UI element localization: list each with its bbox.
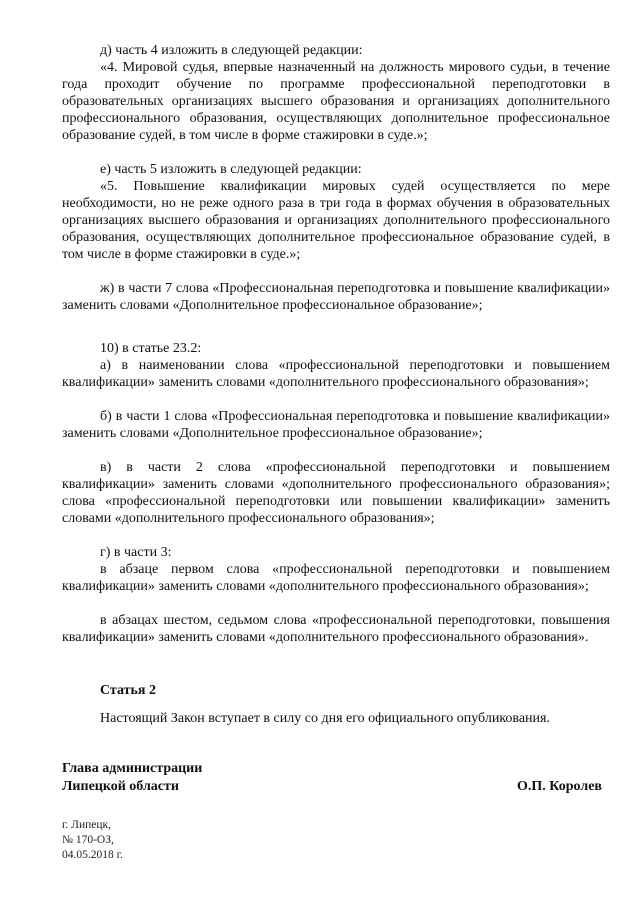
paragraph-d: д) часть 4 изложить в следующей редакции:	[100, 43, 363, 58]
footer-number: № 170-ОЗ,	[62, 834, 114, 846]
article-text: Настоящий Закон вступает в силу со дня его официального опубликования.	[100, 711, 550, 726]
paragraph-e: е) часть 5 изложить в следующей редакции:	[100, 162, 362, 177]
paragraph-quote-5: «5. Повышение квалификации мировых судей осуществляется по мере необходимости, но не реже одного раза в три года в формах обучения в образовательных организациях высшего образования и организациях дополнительного профессионального образования, осуществляющих дополнительное профессиональное образование судей, в том числе в форме стажировки в суде.»;	[62, 179, 610, 262]
signature-name: О.П. Королев	[517, 779, 602, 794]
footer-date: 04.05.2018 г.	[62, 849, 123, 861]
paragraph-10: 10) в статье 23.2:	[100, 341, 202, 356]
footer-city: г. Липецк,	[62, 819, 111, 831]
paragraph-b: б) в части 1 слова «Профессиональная переподготовка и повышение квалификации» заменить словами «Дополнительное профессиональное образование»;	[62, 409, 610, 441]
signature-title-line2: Липецкой области	[62, 779, 179, 794]
signature-title-line1: Глава администрации	[62, 761, 203, 776]
paragraph-abzac-6-7: в абзацах шестом, седьмом слова «профессиональной переподготовки, повышения квалификации» заменить словами «дополнительного профессионального образования».	[62, 613, 610, 645]
paragraph-quote-4: «4. Мировой судья, впервые назначенный на должность мирового судьи, в течение года проходит обучение по программе профессиональной переподготовки в образовательных организациях высшего образования и организациях дополнительного профессионального образования, осуществляющих дополнительное профессиональное образование судей, в том числе в форме стажировки в суде.»;	[62, 60, 610, 143]
paragraph-g: г) в части 3:	[100, 545, 172, 560]
paragraph-a: а) в наименовании слова «профессиональной переподготовки и повышением квалификации» заменить словами «дополнительного профессионального образования»;	[62, 358, 610, 390]
paragraph-zh: ж) в части 7 слова «Профессиональная переподготовка и повышение квалификации» заменить словами «Дополнительное профессиональное образование»;	[62, 281, 610, 313]
paragraph-v: в) в части 2 слова «профессиональной переподготовки и повышением квалификации» заменить словами «дополнительного профессионального образования»; слова «профессиональной переподготовки или повышении квалификации» заменить словами «дополнительного профессионального образования»;	[62, 460, 610, 526]
paragraph-abzac-1: в абзаце первом слова «профессиональной переподготовки и повышением квалификации» заменить словами «дополнительного профессионального образования»;	[62, 562, 610, 594]
article-heading: Статья 2	[100, 683, 156, 698]
